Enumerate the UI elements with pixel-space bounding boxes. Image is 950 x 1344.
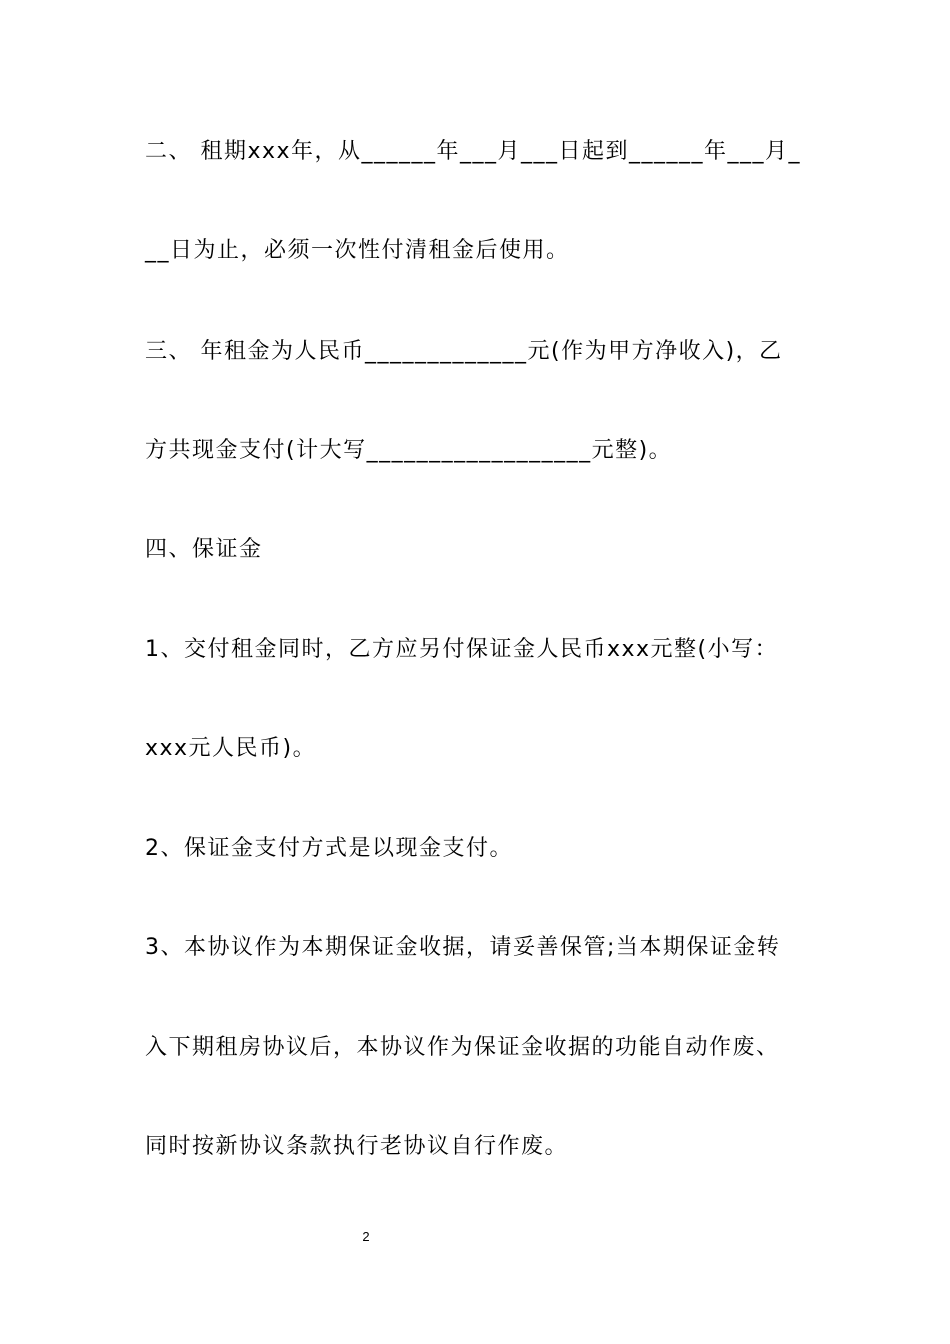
clause-4-heading: 四、保证金 — [145, 537, 263, 562]
deposit-item-2: 2、保证金支付方式是以现金支付。 — [145, 836, 513, 861]
deposit-item-3-line-3: 同时按新协议条款执行老协议自行作废。 — [145, 1134, 569, 1159]
deposit-item-1-line-2: xxx元人民币)。 — [145, 736, 317, 761]
clause-3-annual-rent-line-2: 方共现金支付(计大写__________________元整)。 — [145, 438, 673, 463]
deposit-item-1-line-1: 1、交付租金同时，乙方应另付保证金人民币xxx元整(小写： — [145, 637, 779, 662]
deposit-item-3-line-2: 入下期租房协议后，本协议作为保证金收据的功能自动作废、 — [145, 1035, 780, 1060]
deposit-item-3-line-1: 3、本协议作为本期保证金收据，请妥善保管;当本期保证金转 — [145, 935, 781, 960]
clause-2-lease-term-line-1: 二、 租期xxx年，从______年___月___日起到______年___月_ — [145, 139, 802, 164]
clause-3-annual-rent-line-1: 三、 年租金为人民币_____________元(作为甲方净收入)，乙 — [145, 339, 783, 364]
clause-2-lease-term-line-2: __日为止，必须一次性付清租金后使用。 — [145, 238, 570, 263]
page-number: 2 — [362, 1229, 370, 1244]
